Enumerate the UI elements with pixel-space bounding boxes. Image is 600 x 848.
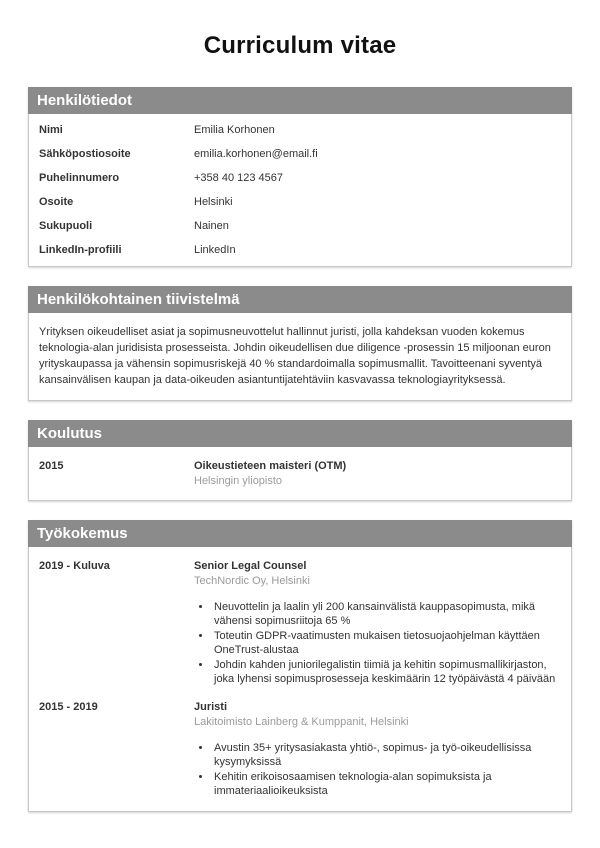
entry-degree: Oikeustieteen maisteri (OTM) — [194, 460, 347, 472]
summary-text: Yrityksen oikeudelliset asiat ja sopimusneuvottelut hallinnut juristi, jolla kahdeksan vuoden kokemus teknologia-alan juridisista prosesseista. Johdin oikeudellisen due diligence -prosessin 15 miljoonan euron yrityskaupassa ja vähensin sopimusriskejä 40 % standardoimalla sopimusmallit. Tavoitteenani syventyä kansainvälisen kaupan ja data-oikeuden asiantuntijatehtäviin kasvavassa teknologiayrityksessä. — [39, 326, 551, 386]
section-experience — [28, 520, 572, 812]
entry-period: 2015 - 2019 — [39, 701, 98, 713]
field-label: Sähköpostiosoite — [39, 148, 131, 160]
entry-company: Lakitoimisto Lainberg & Kumppanit, Helsinki — [194, 716, 409, 728]
bullet-list — [194, 600, 561, 686]
field-row-email — [29, 142, 571, 166]
field-value: Nainen — [194, 220, 229, 232]
field-row-linkedin — [29, 238, 571, 262]
entry-main — [194, 559, 561, 687]
section-header-summary: Henkilökohtainen tiivistelmä — [28, 286, 572, 313]
field-row-address — [29, 190, 571, 214]
page-title: Curriculum vitae — [203, 32, 397, 59]
entry-period: 2019 - Kuluva — [39, 560, 110, 572]
personal-info-table — [28, 114, 572, 267]
entry-main — [194, 700, 561, 799]
entry-company: TechNordic Oy, Helsinki — [194, 575, 310, 587]
entry-period: 2015 — [39, 460, 64, 472]
entry-role: Juristi — [194, 701, 228, 713]
field-value: emilia.korhonen@email.fi — [194, 148, 318, 160]
section-summary — [28, 286, 572, 401]
field-label: Sukupuoli — [39, 220, 93, 232]
section-personal-info — [28, 87, 572, 267]
field-value: Helsinki — [194, 196, 233, 208]
experience-entry — [39, 559, 561, 687]
bullet-item: • Toteutin GDPR-vaatimusten mukaisen tietosuojaohjelman käyttäen OneTrust-alustaa — [212, 629, 561, 657]
field-label: Osoite — [39, 196, 74, 208]
experience-entry — [39, 700, 561, 799]
field-label: Nimi — [39, 124, 63, 136]
field-row-gender — [29, 214, 571, 238]
entry-main — [194, 459, 561, 488]
section-header-education: Koulutus — [28, 420, 572, 447]
bullet-item: • Avustin 35+ yritysasiakasta yhtiö-, sopimus- ja työ-oikeudellisissa kysymyksissä — [212, 741, 561, 769]
field-row-phone — [29, 166, 571, 190]
education-entry — [39, 459, 561, 488]
bullet-list — [194, 741, 561, 798]
section-education — [28, 420, 572, 501]
bullet-item: • Kehitin erikoisosaamisen teknologia-alan sopimuksista ja immateriaalioikeuksista — [212, 770, 561, 798]
field-label: LinkedIn-profiili — [39, 244, 122, 256]
entry-institution: Helsingin yliopisto — [194, 475, 283, 487]
field-value: LinkedIn — [194, 244, 236, 256]
field-label: Puhelinnumero — [39, 172, 120, 184]
section-header-personal-info: Henkilötiedot — [28, 87, 572, 114]
field-row-name — [29, 118, 571, 142]
field-value: Emilia Korhonen — [194, 124, 275, 136]
bullet-item: • Neuvottelin ja laalin yli 200 kansainvälistä kauppasopimusta, mikä vähensi sopimusriitoja 65 % — [212, 600, 561, 628]
entry-role: Senior Legal Counsel — [194, 560, 307, 572]
section-header-experience: Työkokemus — [28, 520, 572, 547]
bullet-item: • Johdin kahden juniorilegalistin tiimiä ja kehitin sopimusmallikirjaston, joka lyhensi sopimusprosesseja keskimäärin 12 työpäivästä 4 päivään — [212, 658, 561, 686]
field-value: +358 40 123 4567 — [194, 172, 284, 184]
